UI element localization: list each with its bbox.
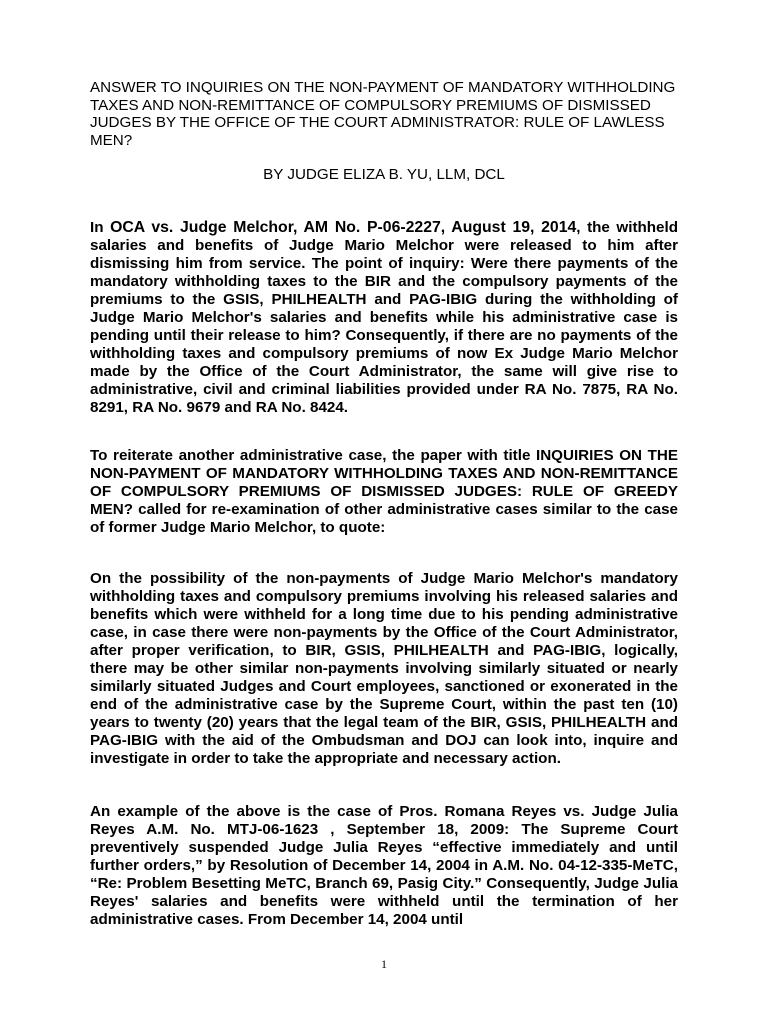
- case-citation: OCA vs. Judge Melchor, AM No. P-06-2227, August 19, 2014: [110, 219, 577, 236]
- author-byline: BY JUDGE ELIZA B. YU, LLM, DCL: [263, 166, 505, 183]
- paragraph-2: To reiterate another administrative case, the paper with title INQUIRIES ON THE NON-PAYMENT OF MANDATORY WITHHOLDING TAXES AND NON-REMITTANCE OF COMPULSORY PREMIUMS OF DISMISSED JUDGES: RULE OF GREEDY MEN? called for re-examination of other administrative cases similar to the case of former Judge Mario Melchor, to quote:: [90, 447, 678, 537]
- paragraph-1: [90, 219, 678, 418]
- paragraph-1-text: , the withheld salaries and benefits of Judge Mario Melchor were released to him after dismissing him from service. The point of inquiry: Were there payments of the mandatory withholding taxes to the BIR and the compulsory payments of the premiums to the GSIS, PHILHEALTH and PAG-IBIG during the withholding of Judge Mario Melchor's salaries and benefits while his administrative case is pending until their release to him? Consequently, if there are no payments of the withholding taxes and compulsory premiums of now Ex Judge Mario Melchor made by the Office of the Court Administrator, the same will give rise to administrative, civil and criminal liabilities provided under RA No. 7875, RA No. 8291, RA No. 9679 and RA No. 8424.: [90, 219, 679, 417]
- document-title: ANSWER TO INQUIRIES ON THE NON-PAYMENT OF MANDATORY WITHHOLDING TAXES AND NON-REMITTANCE OF COMPULSORY PREMIUMS OF DISMISSED JUDGES BY THE OFFICE OF THE COURT ADMINISTRATOR: RULE OF LAWLESS MEN?: [90, 79, 676, 149]
- paragraph-3: On the possibility of the non-payments of Judge Mario Melchor's mandatory withholding taxes and compulsory premiums involving his released salaries and benefits which were withheld for a long time due to his pending administrative case, in case there were non-payments by the Office of the Court Administrator, after proper verification, to BIR, GSIS, PHILHEALTH and PAG-IBIG, logically, there may be other similar non-payments involving similarly situated or nearly similarly situated Judges and Court employees, sanctioned or exonerated in the end of the administrative case by the Supreme Court, within the past ten (10) years to twenty (20) years that the legal team of the BIR, GSIS, PHILHEALTH and PAG-IBIG with the aid of the Ombudsman and DOJ can look into, inquire and investigate in order to take the appropriate and necessary action.: [90, 570, 678, 768]
- page-number: 1: [381, 957, 387, 971]
- paragraph-1-lead: In: [90, 219, 111, 236]
- paragraph-4: An example of the above is the case of Pros. Romana Reyes vs. Judge Julia Reyes A.M. No. MTJ-06-1623 , September 18, 2009: The Supreme Court preventively suspended Judge Julia Reyes “effective immediately and until further orders,” by Resolution of December 14, 2004 in A.M. No. 04-12-335-MeTC, “Re: Problem Besetting MeTC, Branch 69, Pasig City.” Consequently, Judge Julia Reyes' salaries and benefits were withheld until the termination of her administrative cases. From December 14, 2004 until: [90, 803, 678, 929]
